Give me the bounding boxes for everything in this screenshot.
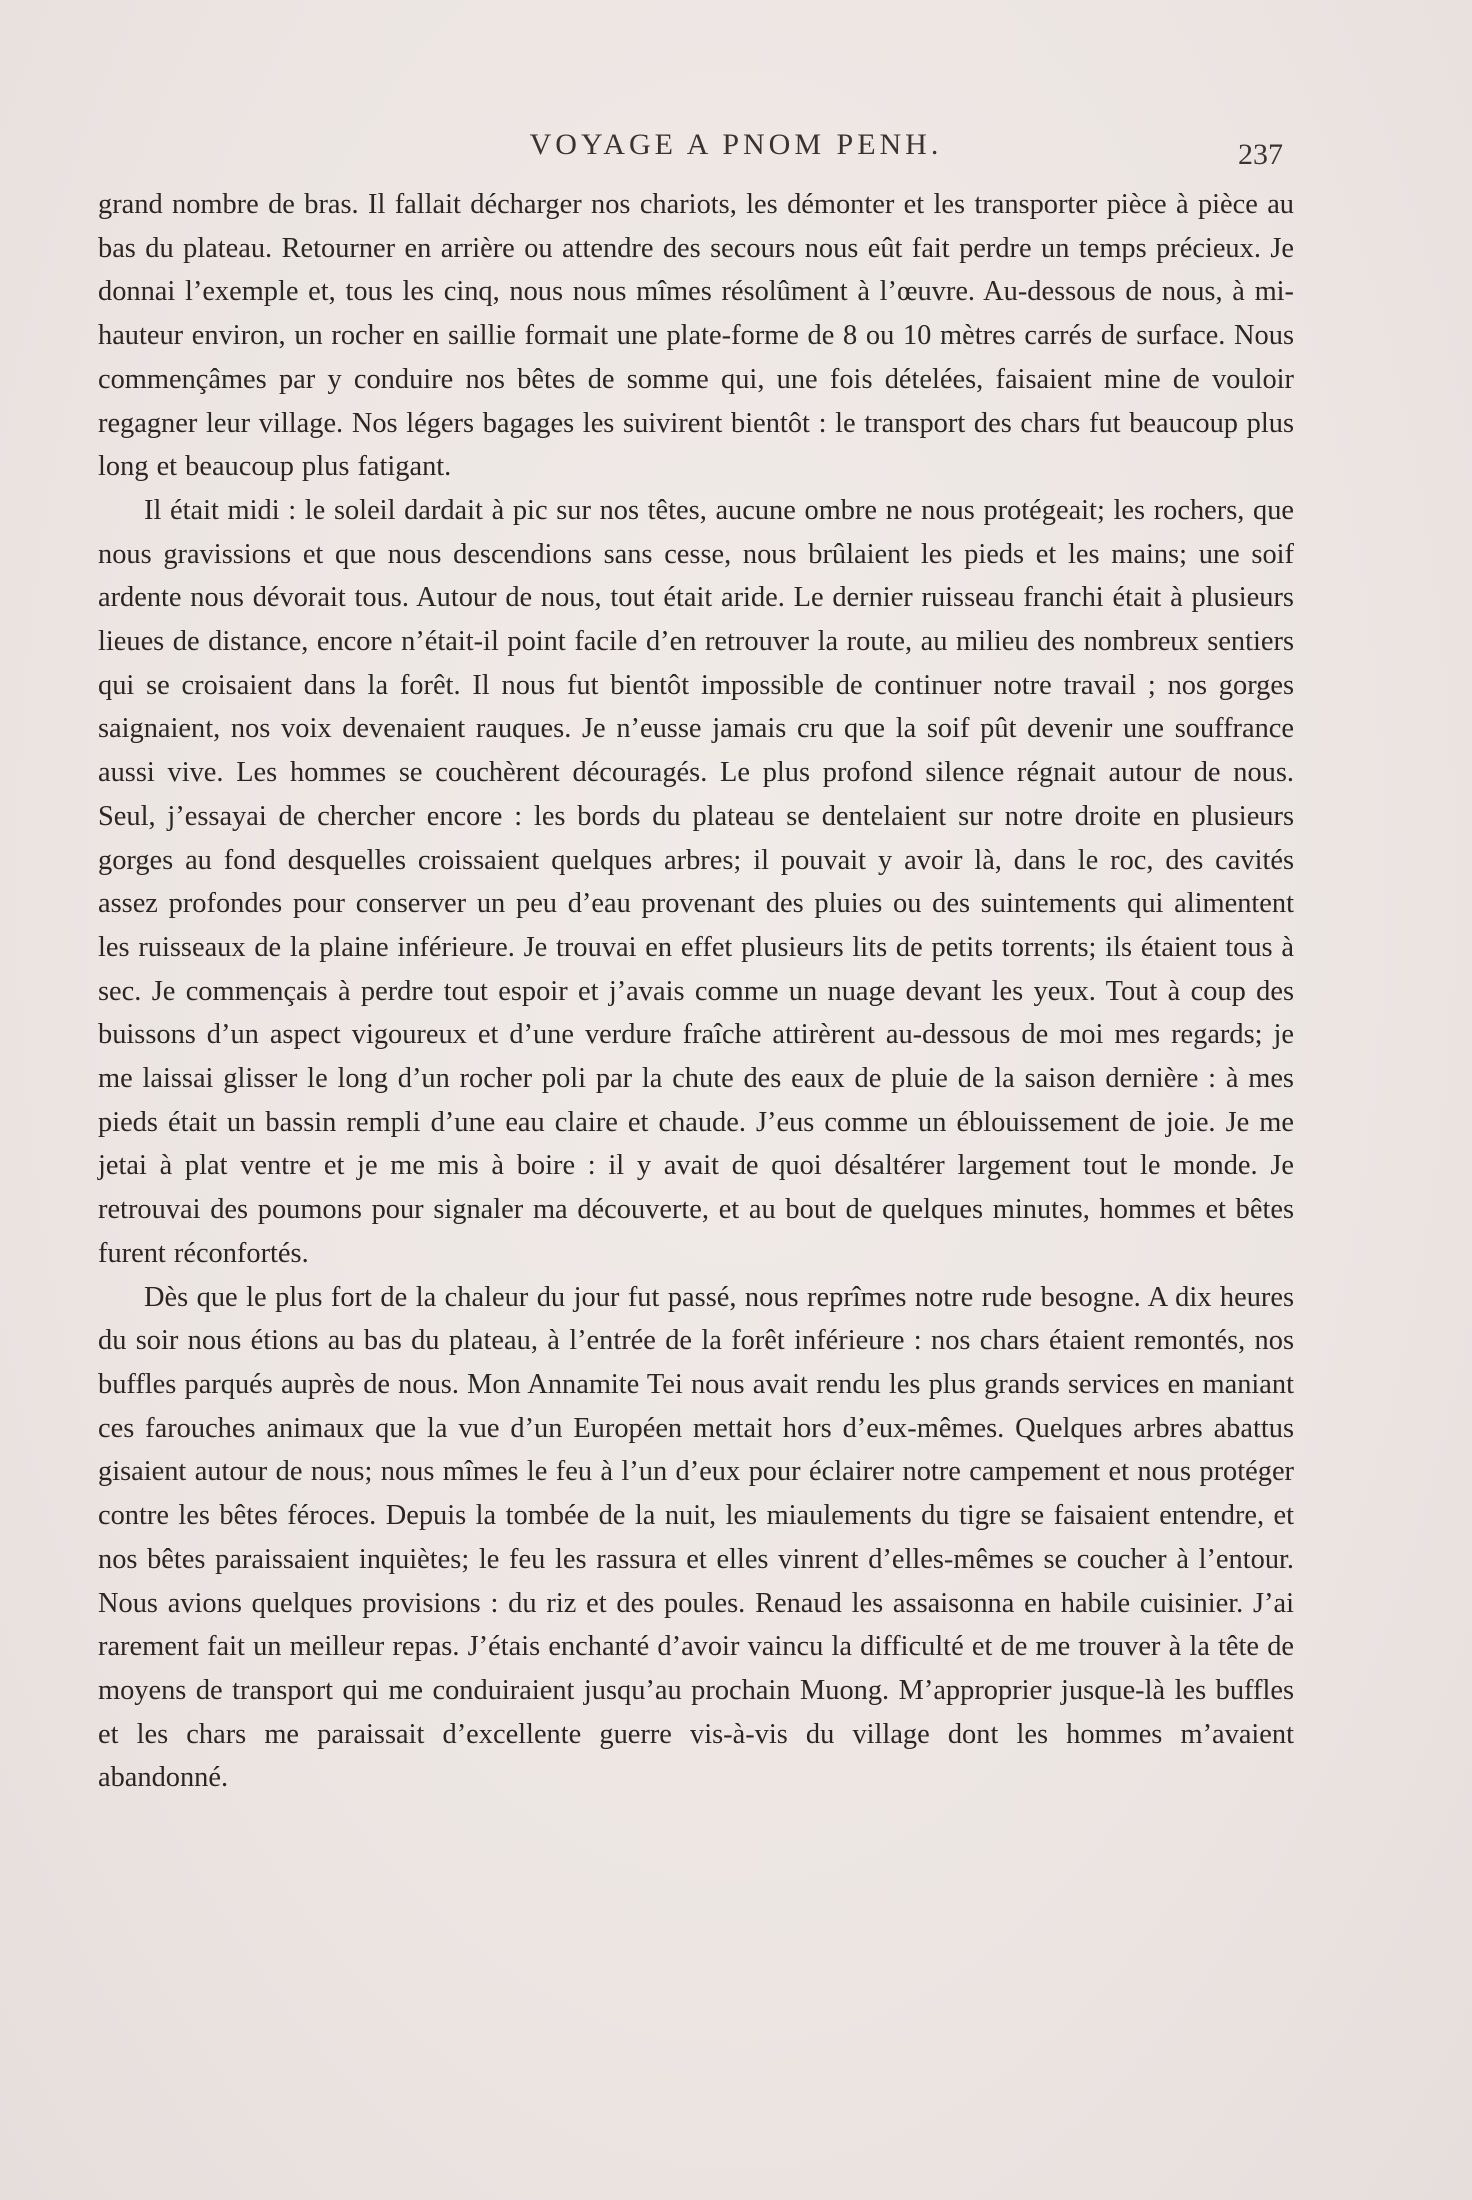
paragraph-2: Il était midi : le soleil dardait à pic sur nos têtes, aucune ombre ne nous protégeait; les rochers, que nous gravissions et que nous descendions sans cesse, nous brûlaient les pieds et les mains; une soif ardente nous dévorait tous. Autour de nous, tout était aride. Le dernier ruisseau franchi était à plusieurs lieues de distance, encore n’était-il point facile d’en retrouver la route, au milieu des nombreux sentiers qui se croisaient dans la forêt. Il nous fut bientôt impossible de continuer notre travail ; nos gorges saignaient, nos voix devenaient rauques. Je n’eusse jamais cru que la soif pût devenir une souffrance aussi vive. Les hommes se couchèrent découragés. Le plus profond silence régnait autour de nous. Seul, j’essayai de chercher encore : les bords du plateau se dentelaient sur notre droite en plusieurs gorges au fond desquelles croissaient quelques arbres; il pouvait y avoir là, dans le roc, des cavités assez profondes pour conserver un peu d’eau provenant des pluies ou des suintements qui alimentent les ruisseaux de la plaine inférieure. Je trouvai en effet plusieurs lits de petits torrents; ils étaient tous à sec. Je commençais à perdre tout espoir et j’avais comme un nuage devant les yeux. Tout à coup des buissons d’un aspect vigoureux et d’une verdure fraîche attirèrent au-dessous de moi mes regards; je me laissai glisser le long d’un rocher poli par la chute des eaux de pluie de la saison dernière : à mes pieds était un bassin rempli d’une eau claire et chaude. J’eus comme un éblouissement de joie. Je me jetai à plat ventre et je me mis à boire : il y avait de quoi désaltérer largement tout le monde. Je retrouvai des poumons pour signaler ma découverte, et au bout de quelques minutes, hommes et bêtes furent réconfortés. (98, 494, 1294, 1269)
paragraph-1: grand nombre de bras. Il fallait décharger nos chariots, les démonter et les transporter pièce à pièce au bas du plateau. Retourner en arrière ou attendre des secours nous eût fait perdre un temps précieux. Je donnai l’exemple et, tous les cinq, nous nous mîmes résolûment à l’œuvre. Au-dessous de nous, à mi-hauteur environ, un rocher en saillie formait une plate-forme de 8 ou 10 mètres carrés de surface. Nous commençâmes par y conduire nos bêtes de somme qui, une fois dételées, faisaient mine de vouloir regagner leur village. Nos légers bagages les suivirent bientôt : le transport des chars fut beaucoup plus long et beaucoup plus fatigant. (98, 189, 1294, 483)
page-number: 237 (1238, 138, 1283, 171)
body-text (98, 183, 1294, 1800)
paragraph-3: Dès que le plus fort de la chaleur du jour fut passé, nous reprîmes notre rude besogne. A dix heures du soir nous étions au bas du plateau, à l’entrée de la forêt inférieure : nos chars étaient remontés, nos buffles parqués auprès de nous. Mon Annamite Tei nous avait rendu les plus grands services en maniant ces farouches animaux que la vue d’un Européen mettait hors d’eux-mêmes. Quelques arbres abattus gisaient autour de nous; nous mîmes le feu à l’un d’eux pour éclairer notre campement et nous protéger contre les bêtes féroces. Depuis la tombée de la nuit, les miaulements du tigre se faisaient entendre, et nos bêtes paraissaient inquiètes; le feu les rassura et elles vinrent d’elles-mêmes se coucher à l’entour. Nous avions quelques provisions : du riz et des poules. Renaud les assaisonna en habile cuisinier. J’ai rarement fait un meilleur repas. J’étais enchanté d’avoir vaincu la difficulté et de me trouver à la tête de moyens de transport qui me conduiraient jusqu’au prochain Muong. M’approprier jusque-là les buffles et les chars me paraissait d’excellente guerre vis-à-vis du village dont les hommes m’avaient abandonné. (98, 1281, 1294, 1794)
running-title: VOYAGE A PNOM PENH. (529, 128, 943, 161)
